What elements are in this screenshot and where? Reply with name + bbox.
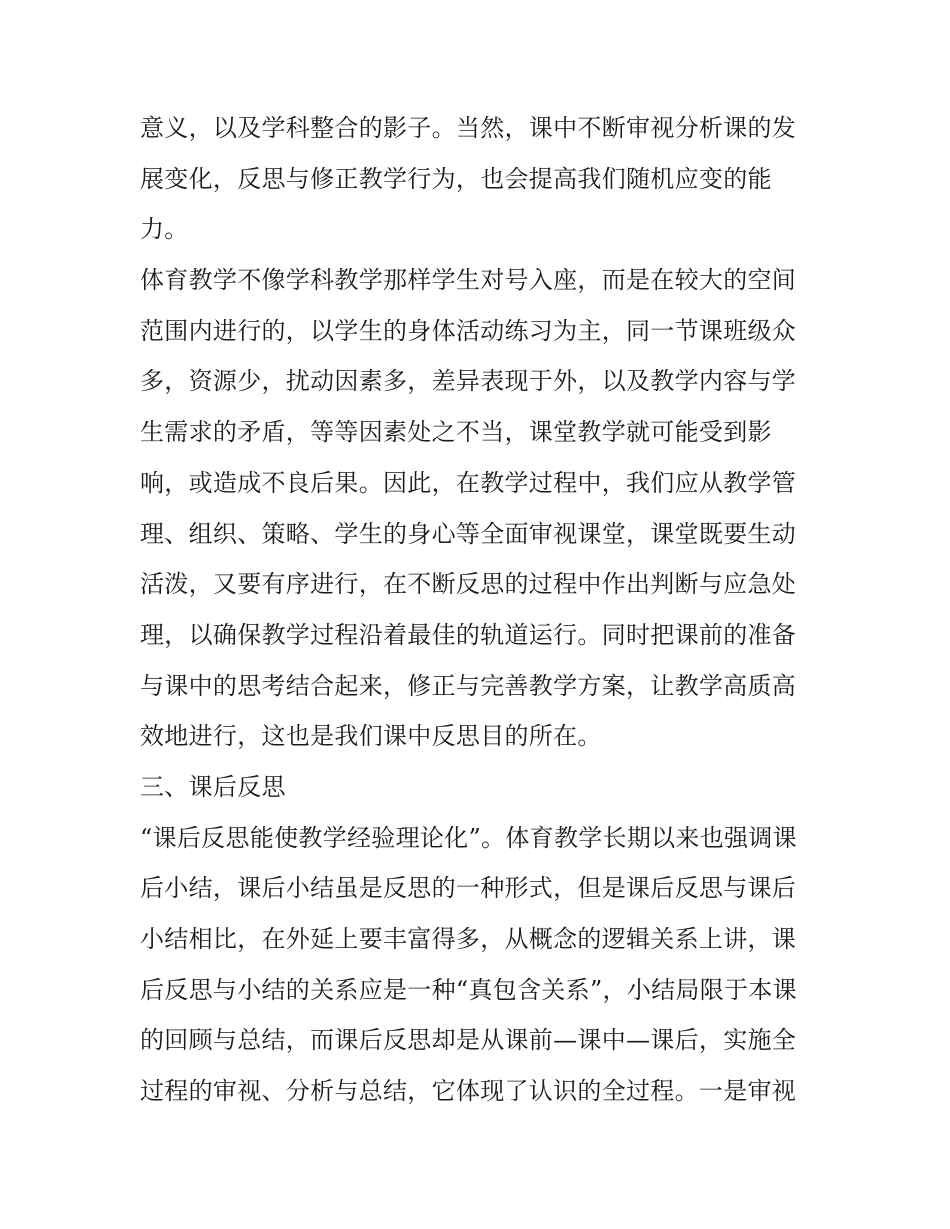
text-line: 体育教学不像学科教学那样学生对号入座，而是在较大的空间 xyxy=(140,266,797,295)
text-line: 后反思与小结的关系应是一种“真包含关系”，小结局限于本课 xyxy=(140,975,797,1004)
text-line: 过程的审视、分析与总结，它体现了认识的全过程。一是审视 xyxy=(140,1077,797,1106)
text-line: 后小结，课后小结虽是反思的一种形式，但是课后反思与课后 xyxy=(140,874,797,903)
text-line: 理，以确保教学过程沿着最佳的轨道运行。同时把课前的准备 xyxy=(140,620,797,649)
text-line: 与课中的思考结合起来，修正与完善教学方案，让教学高质高 xyxy=(140,671,797,700)
text-line: 活泼，又要有序进行，在不断反思的过程中作出判断与应急处 xyxy=(140,570,797,599)
text-line: “课后反思能使教学经验理论化”。体育教学长期以来也强调课 xyxy=(140,823,797,852)
text-line: 力。 xyxy=(140,215,189,244)
body-text xyxy=(140,103,820,1117)
text-line: 生需求的矛盾，等等因素处之不当，课堂教学就可能受到影 xyxy=(140,418,772,447)
section-heading: 三、课后反思 xyxy=(140,772,286,801)
text-line: 理、组织、策略、学生的身心等全面审视课堂，课堂既要生动 xyxy=(140,519,797,548)
text-line: 小结相比，在外延上要丰富得多，从概念的逻辑关系上讲，课 xyxy=(140,925,797,953)
text-line: 展变化，反思与修正教学行为，也会提高我们随机应变的能 xyxy=(140,164,772,193)
text-line: 意义，以及学科整合的影子。当然，课中不断审视分析课的发 xyxy=(140,114,797,142)
text-line: 范围内进行的，以学生的身体活动练习为主，同一节课班级众 xyxy=(140,316,797,345)
text-line: 响，或造成不良后果。因此，在教学过程中，我们应从教学管 xyxy=(140,468,797,497)
text-line: 效地进行，这也是我们课中反思目的所在。 xyxy=(140,722,602,751)
text-line: 的回顾与总结，而课后反思却是从课前—课中—课后，实施全 xyxy=(140,1026,797,1055)
text-line: 多，资源少，扰动因素多，差异表现于外，以及教学内容与学 xyxy=(140,367,797,396)
